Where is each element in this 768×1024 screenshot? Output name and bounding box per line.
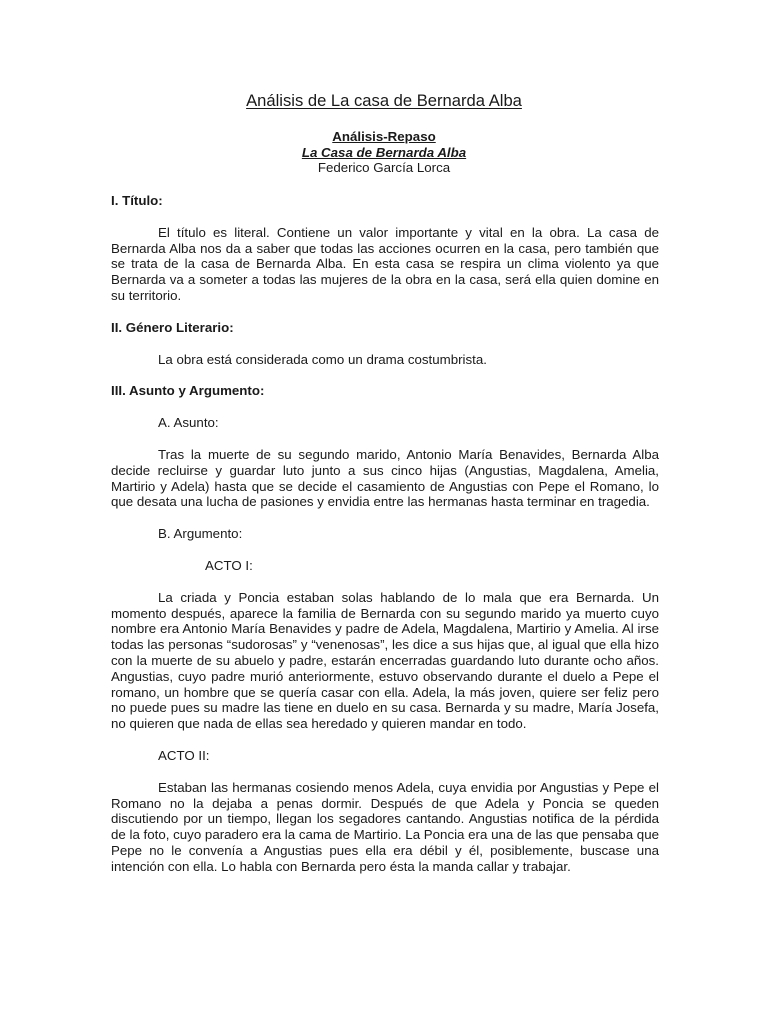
document-title: Análisis de La casa de Bernarda Alba bbox=[246, 91, 522, 110]
paragraph-acto1: La criada y Poncia estaban solas hablando de lo mala que era Bernarda. Un momento después, aparece la familia de Bernarda con su segundo marido ya muerto cuyo nombre era Antonio María Benavides y padre de Adela, Magdalena, Martirio y Amelia. Al irse todas las personas “sudorosas” y “venenosas”, les dice a sus hijas que, al igual que ella hizo con la muerte de su abuelo y padre, estarán encerradas guardando luto durante ocho años. Angustias, cuyo padre murió anteriormente, estuvo observando durante el duelo a Pepe el romano, un hombre que se quería casar con ella. Adela, la más joven, quiere ser feliz pero no puede pues su madre las tiene en duelo en su casa. Bernarda y su madre, María Josefa, no quieren que nada de ellas sea heredado y quieren mandar en todo. bbox=[111, 589, 659, 732]
subtitle-line-1: Análisis-Repaso bbox=[332, 129, 436, 144]
section-heading-titulo: I. Título: bbox=[111, 193, 163, 208]
subtitle-line-2: La Casa de Bernarda Alba bbox=[301, 144, 467, 160]
section-heading-asunto: III. Asunto y Argumento: bbox=[111, 383, 265, 399]
paragraph-titulo: El título es literal. Contiene un valor importante y vital en la obra. La casa de Bernarda Alba nos da a saber que todas las acciones ocurren en la casa, pero también que se trata de la casa de Bernarda Alba. En esta casa se respira un clima violento ya que Bernarda va a someter a todas las mujeres de la obra en la casa, será ella quien domine en su territorio. bbox=[111, 224, 659, 303]
acto1-label: ACTO I: bbox=[205, 557, 253, 573]
paragraph-asunto: Tras la muerte de su segundo marido, Antonio María Benavides, Bernarda Alba decide recluirse y guardar luto junto a sus cinco hijas (Angustias, Magdalena, Amelia, Martirio y Adela) hasta que se decide el casamiento de Angustias con Pepe el Romano, lo que desata una lucha de pasiones y envidia entre las hermanas hasta terminar en tragedia. bbox=[111, 446, 659, 510]
subheading-asunto: A. Asunto: bbox=[158, 415, 219, 431]
author-line: Federico García Lorca bbox=[317, 160, 451, 175]
section-heading-genero: II. Género Literario: bbox=[111, 319, 234, 335]
document-subheading bbox=[0, 129, 768, 176]
acto2-label: ACTO II: bbox=[158, 747, 210, 763]
subheading-argumento: B. Argumento: bbox=[158, 526, 243, 542]
paragraph-genero: La obra está considerada como un drama costumbrista. bbox=[158, 351, 487, 367]
paragraph-acto2: Estaban las hermanas cosiendo menos Adela, cuya envidia por Angustias y Pepe el Romano no la dejaba a penas dormir. Después de que Adela y Poncia se queden discutiendo por un tiempo, llegan los segadores cantando. Angustias notifica de la pérdida de la foto, cuyo paradero era la cama de Martirio. La Poncia era una de las que pensaba que Pepe no le convenía a Angustias pues ella era débil y él, posiblemente, buscase una intención con ella. Lo habla con Bernarda pero ésta la manda callar y trabajar. bbox=[111, 779, 659, 874]
document-body bbox=[111, 193, 659, 891]
